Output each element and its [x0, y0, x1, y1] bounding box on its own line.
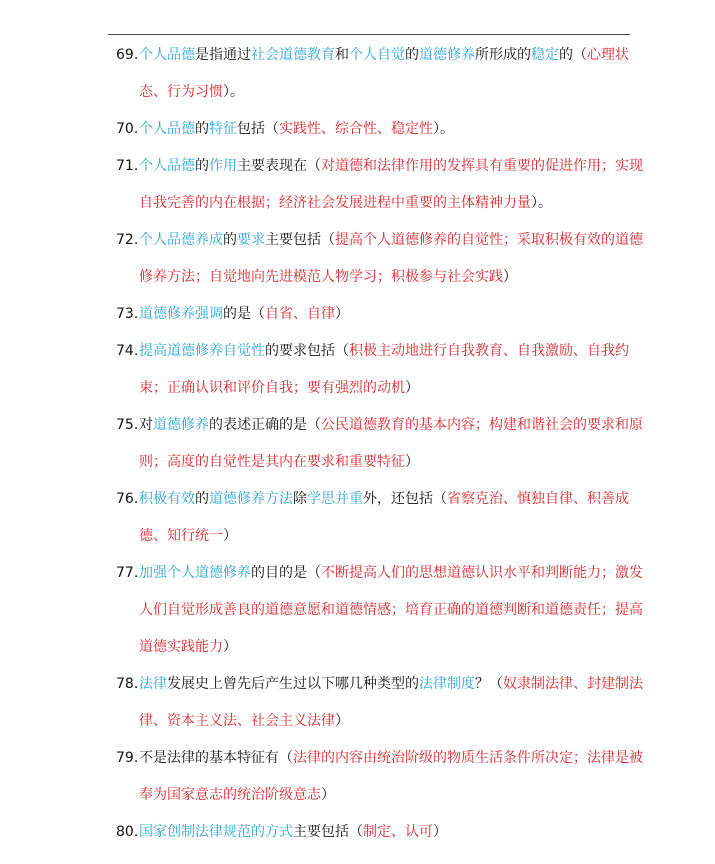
plain-text: ） — [405, 380, 419, 396]
answer-text: 公民道德教育的基本内容；构建和谐社会的要求和原则；高度的自觉性是其内在要求和重要特征 — [139, 417, 643, 470]
plain-text: 不是法律的基本特征有（ — [139, 750, 293, 766]
question-text — [139, 343, 629, 396]
plain-text: 是指通过 — [195, 47, 251, 63]
answer-text: 提高个人道德修养的自觉性；采取积极有效的道德修养方法；自觉地向先进模范人物学习；积极参与社会实践 — [139, 232, 643, 285]
plain-text: ） — [335, 713, 349, 729]
keyword-text: 个人品德养成 — [139, 232, 223, 248]
answer-text: 法律的内容由统治阶级的物质生活条件所决定；法律是被奉为国家意志的统治阶级意志 — [139, 750, 643, 803]
keyword-text: 法律 — [139, 676, 167, 692]
keyword-text: 社会道德教育 — [251, 47, 335, 63]
question-number: 73. — [116, 306, 139, 322]
keyword-text: 个人品德 — [139, 121, 195, 137]
keyword-text: 作用 — [209, 158, 237, 174]
question-list — [116, 37, 644, 851]
keyword-text: 道德修养 — [153, 417, 209, 433]
plain-text: ）。 — [531, 195, 552, 211]
plain-text: 发展史上曾先后产生过以下哪几种类型的 — [167, 676, 419, 692]
keyword-text: 个人自觉 — [349, 47, 405, 63]
answer-text: 奴隶制法律、封建制法律、资本主义法、社会主义法律 — [139, 676, 643, 729]
question-text — [139, 750, 643, 803]
question-item — [116, 814, 644, 851]
keyword-text: 加强个人道德修养 — [139, 565, 251, 581]
question-item — [116, 481, 644, 555]
plain-text: 包括（ — [237, 121, 279, 137]
question-text — [139, 491, 629, 544]
plain-text: 的 — [195, 121, 209, 137]
plain-text: 所形成的 — [475, 47, 531, 63]
question-number: 79. — [116, 750, 139, 766]
plain-text: 的是（ — [223, 306, 265, 322]
plain-text: 的 — [223, 232, 237, 248]
plain-text: 的要求包括（ — [265, 343, 349, 359]
question-text — [139, 306, 349, 322]
answer-text: 制定、认可 — [363, 824, 433, 840]
plain-text: 的表述正确的是（ — [209, 417, 321, 433]
question-item — [116, 740, 644, 814]
plain-text: 外，还包括（ — [363, 491, 447, 507]
plain-text: ）。 — [433, 121, 454, 137]
question-item — [116, 111, 644, 148]
question-text — [139, 232, 643, 285]
plain-text: ） — [335, 306, 349, 322]
question-number: 77. — [116, 565, 139, 581]
plain-text: ） — [433, 824, 447, 840]
question-item — [116, 148, 644, 222]
question-item — [116, 37, 644, 111]
plain-text: 主要表现在（ — [237, 158, 321, 174]
keyword-text: 学思并重 — [307, 491, 363, 507]
question-number: 78. — [116, 676, 139, 692]
top-rule — [108, 34, 630, 35]
keyword-text: 法律制度 — [419, 676, 475, 692]
keyword-text: 国家创制法律规范的方式 — [139, 824, 293, 840]
plain-text: 的（ — [559, 47, 587, 63]
question-text — [139, 824, 447, 840]
plain-text: ） — [321, 787, 335, 803]
question-number: 76. — [116, 491, 139, 507]
plain-text: 的目的是（ — [251, 565, 321, 581]
question-item — [116, 555, 644, 666]
keyword-text: 稳定 — [531, 47, 559, 63]
answer-text: 对道德和法律作用的发挥具有重要的促进作用；实现自我完善的内在根据；经济社会发展进程中重要的主体精神力量 — [139, 158, 643, 211]
question-item — [116, 296, 644, 333]
question-number: 80. — [116, 824, 139, 840]
question-text — [139, 565, 643, 655]
plain-text: ？（ — [475, 676, 503, 692]
answer-text: 自省、自律 — [265, 306, 335, 322]
plain-text: 和 — [335, 47, 349, 63]
keyword-text: 个人品德 — [139, 158, 195, 174]
keyword-text: 积极有效 — [139, 491, 195, 507]
keyword-text: 个人品德 — [139, 47, 195, 63]
keyword-text: 要求 — [237, 232, 265, 248]
plain-text: ） — [405, 454, 419, 470]
question-text — [139, 121, 454, 137]
plain-text: 的 — [195, 158, 209, 174]
keyword-text: 提高道德修养自觉性 — [139, 343, 265, 359]
plain-text: ） — [223, 639, 237, 655]
question-item — [116, 407, 644, 481]
plain-text: ）。 — [223, 84, 244, 100]
answer-text: 心理状态、行为习惯 — [139, 47, 629, 100]
plain-text: 对 — [139, 417, 153, 433]
keyword-text: 道德修养强调 — [139, 306, 223, 322]
question-item — [116, 333, 644, 407]
plain-text: 主要包括（ — [293, 824, 363, 840]
question-number: 72. — [116, 232, 139, 248]
answer-text: 积极主动地进行自我教育、自我激励、自我约束；正确认识和评价自我；要有强烈的动机 — [139, 343, 629, 396]
plain-text: ） — [223, 528, 237, 544]
question-number: 74. — [116, 343, 139, 359]
question-number: 75. — [116, 417, 139, 433]
keyword-text: 特征 — [209, 121, 237, 137]
question-text — [139, 417, 643, 470]
plain-text: 的 — [405, 47, 419, 63]
question-item — [116, 666, 644, 740]
keyword-text: 道德修养方法 — [209, 491, 293, 507]
question-number: 69. — [116, 47, 139, 63]
plain-text: 除 — [293, 491, 307, 507]
plain-text: 的 — [195, 491, 209, 507]
question-number: 70. — [116, 121, 139, 137]
plain-text: 主要包括（ — [265, 232, 335, 248]
plain-text: ） — [503, 269, 517, 285]
question-text — [139, 158, 643, 211]
answer-text: 不断提高人们的思想道德认识水平和判断能力；激发人们自觉形成善良的道德意愿和道德情感；培育正确的道德判断和道德责任；提高道德实践能力 — [139, 565, 643, 655]
question-item — [116, 222, 644, 296]
question-text — [139, 47, 629, 100]
question-number: 71. — [116, 158, 139, 174]
question-text — [139, 676, 643, 729]
keyword-text: 道德修养 — [419, 47, 475, 63]
answer-text: 省察克治、慎独自律、积善成德、知行统一 — [139, 491, 629, 544]
answer-text: 实践性、综合性、稳定性 — [279, 121, 433, 137]
